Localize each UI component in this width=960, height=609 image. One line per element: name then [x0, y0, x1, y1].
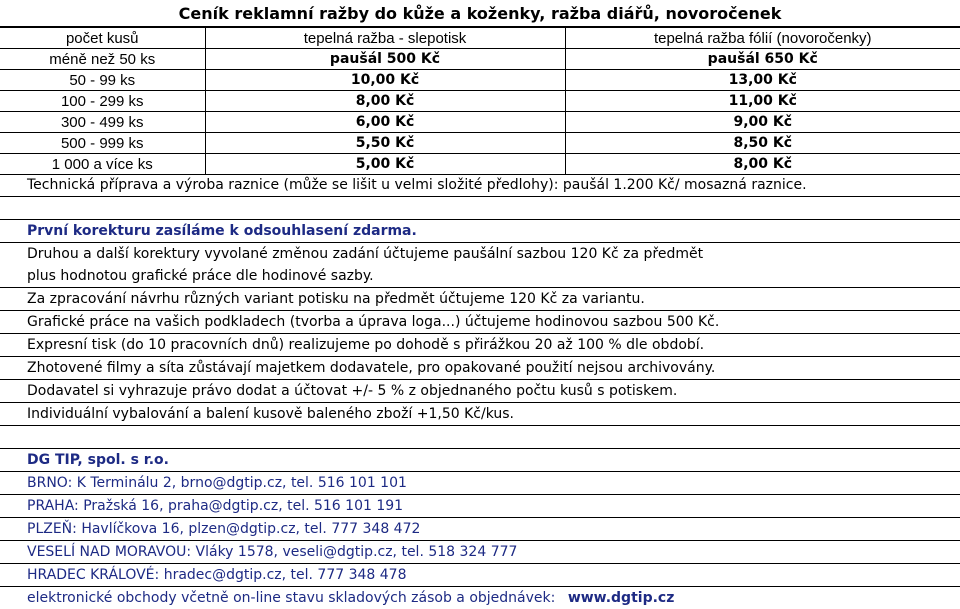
packaging-note: Individuální vybalování a balení kusově baleného zboží +1,50 Kč/kus.: [0, 403, 960, 426]
row-price-foil: 9,00 Kč: [565, 112, 960, 133]
table-row: [0, 49, 960, 70]
row-price-blind: 6,00 Kč: [205, 112, 565, 133]
eshop-link[interactable]: www.dgtip.cz: [567, 590, 675, 606]
variants-note: Za zpracování návrhu různých variant potisku na předmět účtujeme 120 Kč za variantu.: [0, 288, 960, 311]
row-price-blind: 8,00 Kč: [205, 91, 565, 112]
further-proof-note: [0, 243, 960, 288]
header-foil-emboss: tepelná ražba fólií (novoročenky): [565, 28, 960, 49]
express-note: Expresní tisk (do 10 pracovních dnů) realizujeme po dohodě s přirážkou 20 až 100 % dle období.: [0, 334, 960, 357]
branch-plzen[interactable]: PLZEŇ: Havlíčkova 16, plzen@dgtip.cz, tel. 777 348 472: [0, 518, 960, 541]
header-quantity: počet kusů: [0, 28, 205, 49]
branch-veseli[interactable]: VESELÍ NAD MORAVOU: Vláky 1578, veseli@dgtip.cz, tel. 518 324 777: [0, 541, 960, 564]
eshop-text: elektronické obchody včetně on-line stavu skladových zásob a objednávek:: [27, 590, 556, 606]
header-blind-emboss: tepelná ražba - slepotisk: [205, 28, 565, 49]
row-quantity: 1 000 a více ks: [0, 154, 205, 175]
films-note: Zhotovené filmy a síta zůstávají majetkem dodavatele, pro opakované použití nejsou archivovány.: [0, 357, 960, 380]
row-price-foil: 11,00 Kč: [565, 91, 960, 112]
sheet-title: Ceník reklamní ražby do kůže a koženky, ražba diářů, novoročenek: [0, 0, 960, 27]
graphics-note: Grafické práce na vašich podkladech (tvorba a úprava loga...) účtujeme hodinovou sazbou 500 Kč.: [0, 311, 960, 334]
row-price-blind: paušál 500 Kč: [205, 49, 565, 70]
row-quantity: méně než 50 ks: [0, 49, 205, 70]
row-quantity: 100 - 299 ks: [0, 91, 205, 112]
table-header-row: [0, 28, 960, 49]
branch-brno[interactable]: BRNO: K Terminálu 2, brno@dgtip.cz, tel. 516 101 101: [0, 472, 960, 495]
table-row: [0, 154, 960, 175]
row-price-foil: 8,50 Kč: [565, 133, 960, 154]
first-proof-note: První korekturu zasíláme k odsouhlasení zdarma.: [0, 220, 960, 243]
further-proof-line-2: plus hodnotou grafické práce dle hodinové sazby.: [27, 268, 374, 284]
empty-row: [0, 426, 960, 449]
eshop-line: [0, 587, 960, 609]
table-row: [0, 91, 960, 112]
row-quantity: 500 - 999 ks: [0, 133, 205, 154]
table-row: [0, 133, 960, 154]
table-row: [0, 70, 960, 91]
tolerance-note: Dodavatel si vyhrazuje právo dodat a účtovat +/- 5 % z objednaného počtu kusů s potiskem.: [0, 380, 960, 403]
branch-hradec[interactable]: HRADEC KRÁLOVÉ: hradec@dgtip.cz, tel. 777 348 478: [0, 564, 960, 587]
row-quantity: 50 - 99 ks: [0, 70, 205, 91]
row-price-foil: 13,00 Kč: [565, 70, 960, 91]
price-table: [0, 27, 960, 175]
row-price-blind: 5,50 Kč: [205, 133, 565, 154]
row-price-blind: 10,00 Kč: [205, 70, 565, 91]
row-price-foil: paušál 650 Kč: [565, 49, 960, 70]
branch-praha[interactable]: PRAHA: Pražská 16, praha@dgtip.cz, tel. 516 101 191: [0, 495, 960, 518]
row-quantity: 300 - 499 ks: [0, 112, 205, 133]
technical-note: Technická příprava a výroba raznice (může se lišit u velmi složité předlohy): paušál 1.200 Kč/ mosazná raznice.: [0, 175, 960, 197]
row-price-blind: 5,00 Kč: [205, 154, 565, 175]
table-row: [0, 112, 960, 133]
empty-row: [0, 197, 960, 220]
further-proof-line-1: Druhou a další korektury vyvolané změnou zadání účtujeme paušální sazbou 120 Kč za předmět: [27, 246, 704, 262]
row-price-foil: 8,00 Kč: [565, 154, 960, 175]
company-name: DG TIP, spol. s r.o.: [0, 449, 960, 472]
